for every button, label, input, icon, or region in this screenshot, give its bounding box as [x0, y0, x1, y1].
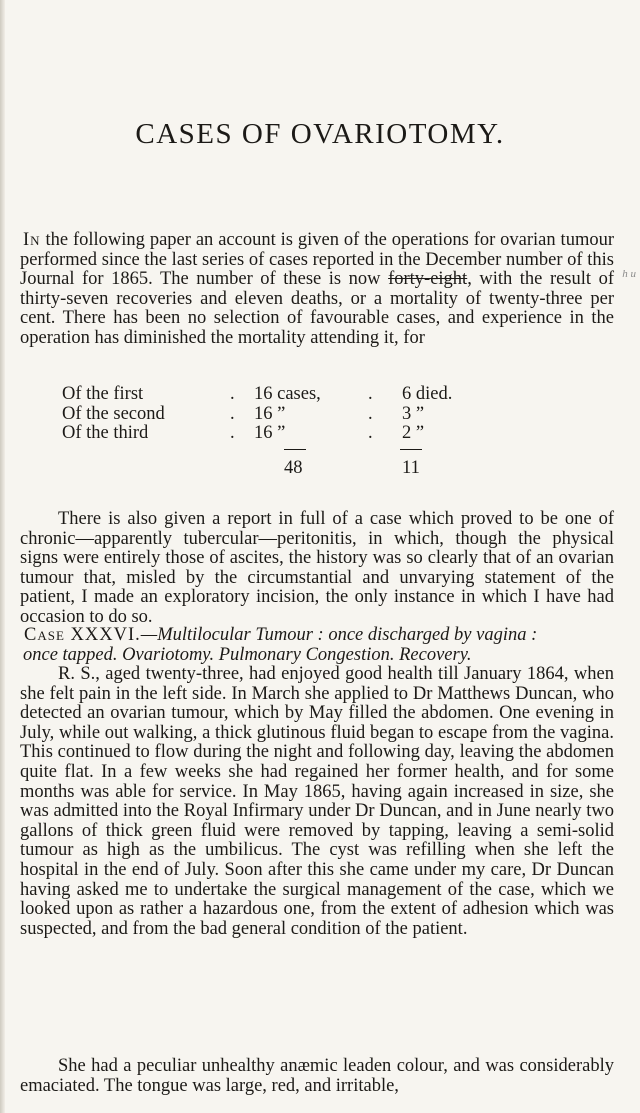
intro-text-b: , with the result of thirty-seven recoveries and eleven deaths, or a mortality of twenty-three per cent. There has been no selection of favourable cases, and experience in the operation has diminished the mortality attending it, for: [20, 269, 614, 348]
drop-word: In: [23, 230, 41, 250]
total-died: 11: [402, 458, 420, 478]
leader-dot: .: [230, 403, 235, 424]
paragraph-intro: [20, 231, 614, 349]
tally-died: 2 ”: [402, 423, 425, 444]
paragraph-case-history: R. S., aged twenty-three, had enjoyed good health till January 1864, when she felt pain in the left side. In March she applied to Dr Matthews Duncan, who detected an ovarian tumour, which by May filled the abdomen. One evening in July, while out walking, a thick glutinous fluid began to escape from the vagina. This continued to flow during the night and following day, leaving the abdomen quite flat. In a few weeks she had regained her former health, and for some months was able for service. In May 1865, having again increased in size, she was admitted into the Royal Infirmary under Dr Duncan, and in June nearly two gallons of thick green fluid were removed by tapping, leaving a semi-solid tumour as high as the umbilicus. The cyst was refilling when she left the hospital in the end of July. Soon after this she came under my care, Dr Duncan having asked me to undertake the surgical management of the case, which we looked upon as rather a hazardous one, from the extent of adhesion which was suspected, and from the bad general condition of the patient.: [20, 664, 614, 939]
sum-rule: [284, 449, 306, 450]
case-subtitle: —Multilocular Tumour : once discharged by vagina :: [140, 625, 538, 645]
leader-dot: .: [368, 384, 373, 404]
case-subtitle: once tapped. Ovariotomy. Pulmonary Congestion. Recovery.: [23, 644, 472, 665]
sum-rule: [400, 449, 422, 450]
tally-cases: 16 ”: [254, 403, 286, 424]
tally-label: Of the first: [62, 384, 144, 404]
case-label: Case XXXVI.: [24, 625, 141, 645]
tally-cases: 16 cases,: [254, 384, 321, 404]
intro-text-a: the following paper an account is given of the operations for ovarian tumour performed since the last series of cases reported in the December number of this Journal for 1865. The number of these is now: [20, 230, 614, 290]
leader-dot: .: [230, 423, 235, 444]
page-edge: [0, 0, 5, 1113]
leader-dot: .: [230, 384, 235, 404]
tally-died: 3 ”: [402, 403, 425, 424]
paragraph-peritonitis: There is also given a report in full of a case which proved to be one of chronic—apparently tubercular—peritonitis, in which, though the physical signs were entirely those of ascites, the history was so clearly that of an ovarian tumour that, misled by the circumstantial and unvarying statement of the patient, I made an exploratory incision, the only instance in which I have had occasion to do so.: [20, 509, 614, 627]
tally-label: Of the second: [62, 403, 165, 424]
total-cases: 48: [284, 458, 303, 478]
tally-cases: 16 ”: [254, 423, 286, 444]
struck-text: forty-eight: [388, 269, 468, 290]
leader-dot: .: [368, 403, 373, 424]
margin-note: h u: [622, 268, 636, 280]
page-title: CASES OF OVARIOTOMY.: [135, 118, 505, 150]
paragraph-condition: She had a peculiar unhealthy anæmic leaden colour, and was considerably emaciated. The tongue was large, red, and irritable,: [20, 1056, 614, 1096]
tally-died: 6 died.: [402, 384, 453, 404]
tally-label: Of the third: [62, 423, 149, 444]
leader-dot: .: [368, 423, 373, 444]
case-heading: [20, 626, 614, 665]
